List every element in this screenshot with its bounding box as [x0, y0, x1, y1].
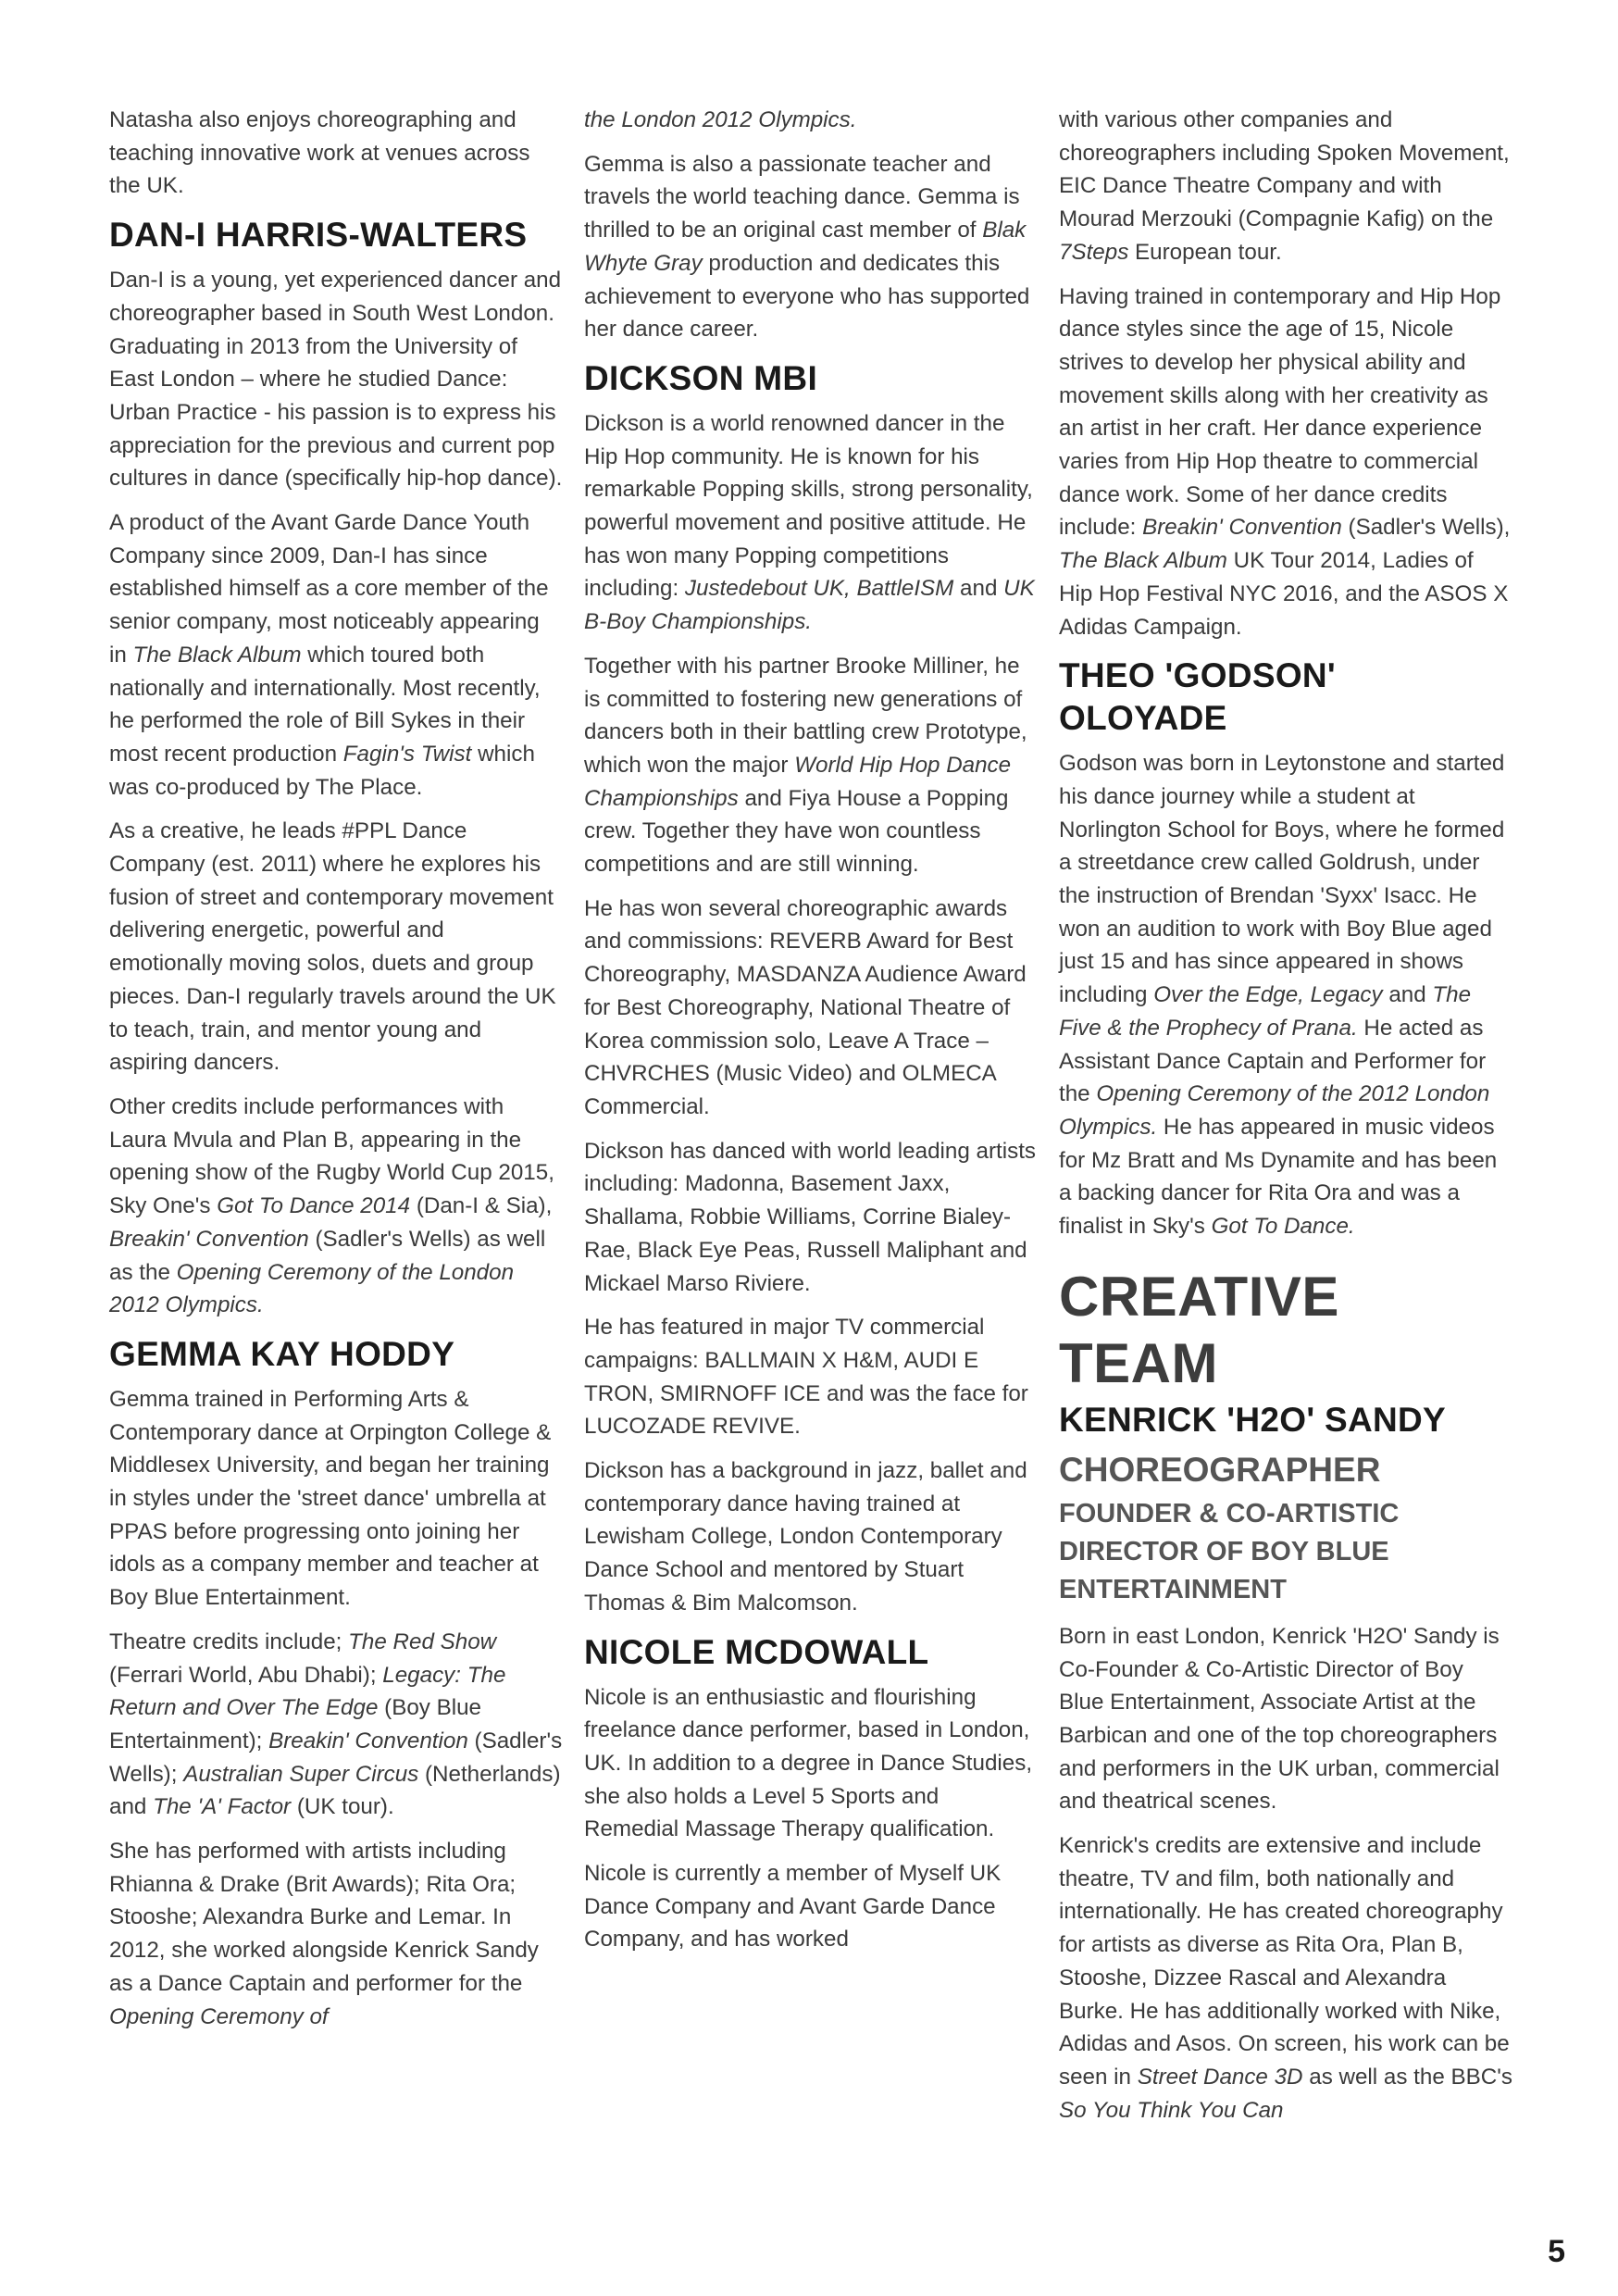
column-1 [109, 104, 563, 2044]
paragraph: Dickson has danced with world leading artists including: Madonna, Basement Jaxx, Shallama, Robbie Williams, Corrine Bialey-Rae, Black Eye Peas, Russell Maliphant and Mickael Marso Riviere. [584, 1138, 1037, 1296]
paragraph: with various other companies and choreographers including Spoken Movement, EIC Dance Theatre Company and with Mourad Merzouki (Compagnie Kafig) on the 7Steps European tour. [1059, 107, 1510, 265]
paragraph: the London 2012 Olympics. [584, 107, 857, 132]
paragraph: A product of the Avant Garde Dance Youth Company since 2009, Dan-I has since established himself as a core member of the senior company, most noticeably appearing in The Black Album which toured both nationally and internationally. Most recently, he performed the role of Bill Sykes in their most recent production Fagin's Twist which was co-produced by The Place. [109, 510, 549, 800]
paragraph: Gemma trained in Performing Arts & Contemporary dance at Orpington College & Middlesex University, and began her training in styles under the 'street dance' umbrella at PPAS before progressing onto joining her idols as a company member and teacher at Boy Blue Entertainment. [109, 1386, 552, 1611]
paragraph: He has featured in major TV commercial campaigns: BALLMAIN X H&M, AUDI E TRON, SMIRNOFF ICE and was the face for LUCOZADE REVIVE. [584, 1315, 1028, 1440]
heading-dan-i-harris-walters: DAN-I HARRIS-WALTERS [109, 216, 528, 255]
paragraph: Dickson is a world renowned dancer in the Hip Hop community. He is known for his remarkable Popping skills, strong personality, powerful movement and positive attitude. He has won many Popping competitions including: Justedebout UK, BattleISM and UK B-Boy Championships. [584, 410, 1035, 635]
paragraph: Born in east London, Kenrick 'H2O' Sandy is Co-Founder & Co-Artistic Director of Boy Blue Entertainment, Associate Artist at the Barbican and one of the top choreographers and performers in the UK urban, commercial and theatrical scenes. [1059, 1623, 1500, 1815]
column-3 [1059, 104, 1512, 2138]
paragraph: Dickson has a background in jazz, ballet and contemporary dance having trained at Lewisham College, London Contemporary Dance School and mentored by Stuart Thomas & Bim Malcomson. [584, 1458, 1027, 1616]
heading-nicole-mcdowall: NICOLE MCDOWALL [584, 1632, 929, 1671]
paragraph: Natasha also enjoys choreographing and teaching innovative work at venues across the UK. [109, 107, 530, 199]
paragraph: Gemma is also a passionate teacher and travels the world teaching dance. Gemma is thrilled to be an original cast member of Blak Whyte Gray production and dedicates this achievement to everyone who has supported her dance career. [584, 151, 1030, 343]
page-number: 5 [1548, 2234, 1565, 2269]
paragraph: Kenrick's credits are extensive and include theatre, TV and film, both nationally and internationally. He has created choreography for artists as diverse as Rita Ora, Plan B, Stooshe, Dizzee Rascal and Alexandra Burke. He has additionally worked with Nike, Adidas and Asos. On screen, his work can be seen in Street Dance 3D as well as the BBC's So You Think You Can [1059, 1833, 1512, 2123]
role-subtitle: FOUNDER & CO-ARTISTIC DIRECTOR OF BOY BLUE ENTERTAINMENT [1059, 1498, 1400, 1604]
role-title: CHOREOGRAPHER [1059, 1450, 1381, 1489]
paragraph: Dan-I is a young, yet experienced dancer and choreographer based in South West London. Graduating in 2013 from the University of East London – where he studied Dance: Urban Practice - his passion is to express his appreciation for the previous and current pop cultures in dance (specifically hip-hop dance). [109, 268, 563, 492]
paragraph: Theatre credits include; The Red Show (Ferrari World, Abu Dhabi); Legacy: The Return and Over The Edge (Boy Blue Entertainment); Breakin' Convention (Sadler's Wells); Australian Super Circus (Netherlands) and The 'A' Factor (UK tour). [109, 1628, 563, 1820]
paragraph: He has won several choreographic awards and commissions: REVERB Award for Best Choreography, MASDANZA Audience Award for Best Choreography, National Theatre of Korea commission solo, Leave A Trace – CHVRCHES (Music Video) and OLMECA Commercial. [584, 895, 1027, 1119]
heading-creative-team: CREATIVE TEAM [1059, 1265, 1339, 1394]
heading-theo-godson-oloyade: THEO 'GODSON' OLOYADE [1059, 656, 1337, 738]
paragraph: Nicole is currently a member of Myself UK Dance Company and Avant Garde Dance Company, and has worked [584, 1861, 1002, 1953]
paragraph: As a creative, he leads #PPL Dance Company (est. 2011) where he explores his fusion of street and contemporary movement delivering energetic, powerful and emotionally moving solos, duets and group pieces. Dan-I regularly travels around the UK to teach, train, and mentor young and aspiring dancers. [109, 818, 556, 1076]
paragraph: Other credits include performances with Laura Mvula and Plan B, appearing in the opening show of the Rugby World Cup 2015, Sky One's Got To Dance 2014 (Dan-I & Sia), Breakin' Convention (Sadler's Wells) as well as the Opening Ceremony of the London 2012 Olympics. [109, 1093, 554, 1318]
paragraph: She has performed with artists including Rhianna & Drake (Brit Awards); Rita Ora; Stooshe; Alexandra Burke and Lemar. In 2012, she worked alongside Kenrick Sandy as a Dance Captain and performer for the Opening Ceremony of [109, 1839, 539, 2029]
paragraph: Godson was born in Leytonstone and started his dance journey while a student at Norlington School for Boys, where he formed a streetdance crew called Goldrush, under the instruction of Brendan 'Syxx' Isacc. He won an audition to work with Boy Blue aged just 15 and has since appeared in shows including Over the Edge, Legacy and The Five & the Prophecy of Prana. He acted as Assistant Dance Captain and Performer for the Opening Ceremony of the 2012 London Olympics. He has appeared in music videos for Mz Bratt and Ms Dynamite and has been a backing dancer for Rita Ora and was a finalist in Sky's Got To Dance. [1059, 751, 1505, 1240]
heading-dickson-mbi: DICKSON MBI [584, 358, 818, 397]
paragraph: Nicole is an enthusiastic and flourishing freelance dance performer, based in London, UK. In addition to a degree in Dance Studies, she also holds a Level 5 Sports and Remedial Massage Therapy qualification. [584, 1684, 1033, 1842]
column-2 [584, 104, 1038, 1967]
heading-gemma-kay-hoddy: GEMMA KAY HODDY [109, 1334, 455, 1373]
paragraph: Having trained in contemporary and Hip Hop dance styles since the age of 15, Nicole strives to develop her physical ability and movement skills along with her creativity as an artist in her craft. Her dance experience varies from Hip Hop theatre to commercial dance work. Some of her dance credits include: Breakin' Convention (Sadler's Wells), The Black Album UK Tour 2014, Ladies of Hip Hop Festival NYC 2016, and the ASOS X Adidas Campaign. [1059, 283, 1511, 640]
paragraph: Together with his partner Brooke Milliner, he is committed to fostering new generations of dancers both in their battling crew Prototype, which won the major World Hip Hop Dance Championships and Fiya House a Popping crew. Together they have won countless competitions and are still winning. [584, 653, 1027, 878]
heading-kenrick-h2o-sandy: KENRICK 'H2O' SANDY [1059, 1400, 1447, 1439]
